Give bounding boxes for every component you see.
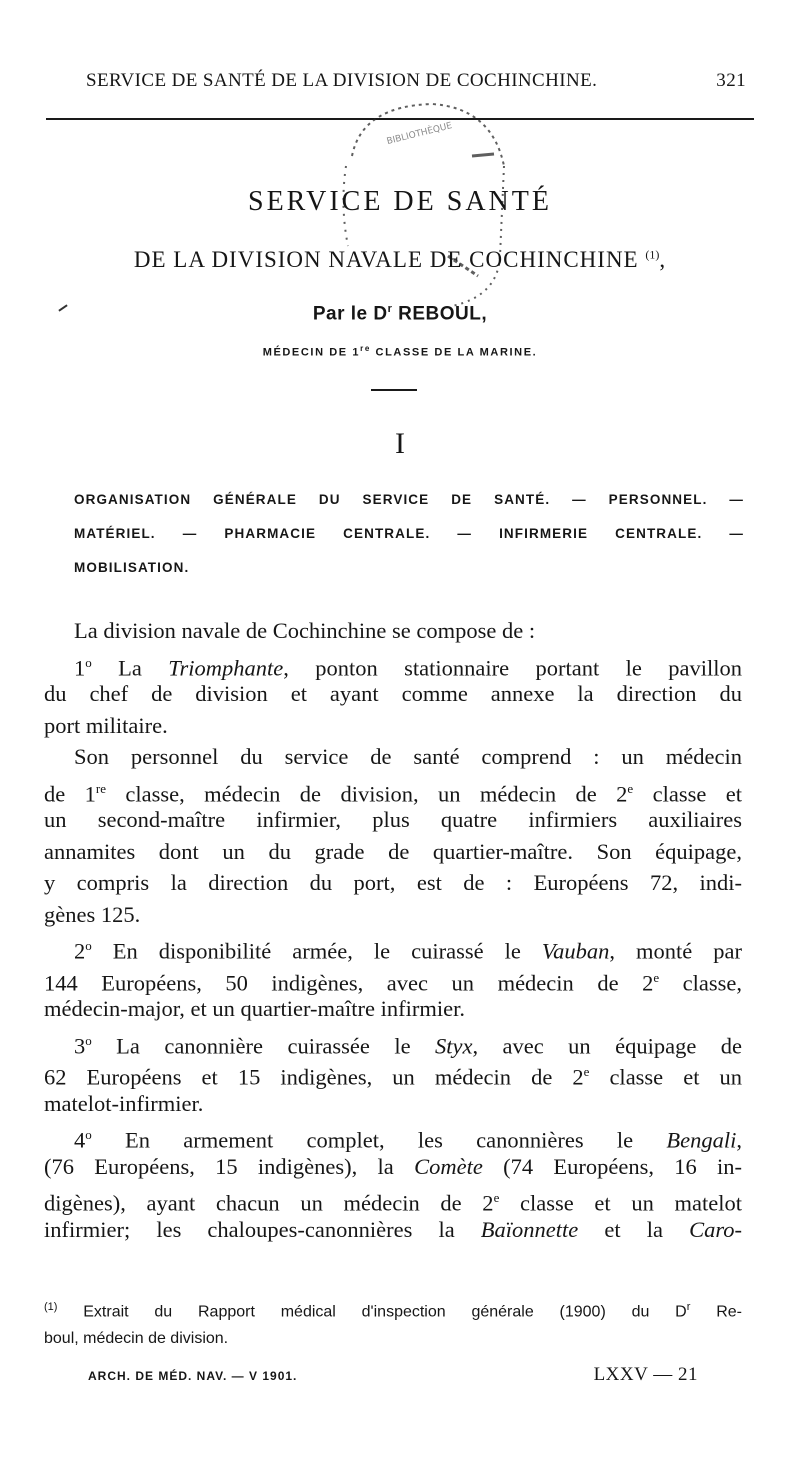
signature-mark: LXXV — 21 <box>593 1364 698 1385</box>
ship-name: Styx <box>435 1033 473 1058</box>
paragraph-line <box>44 930 742 962</box>
author-title-sup: re <box>360 344 371 353</box>
summary-line: MATÉRIEL. — PHARMACIE CENTRALE. — INFIRMERIE CENTRALE. — <box>74 526 744 541</box>
text-run: et la <box>578 1216 690 1242</box>
paragraph-line: du chef de division et ayant comme annexe la direction du <box>44 681 742 706</box>
page-footer <box>88 1364 698 1386</box>
summary-line: ORGANISATION GÉNÉRALE DU SERVICE DE SANTÉ. — PERSONNEL. — <box>74 492 744 507</box>
article-title-line-2: DE LA DIVISION NAVALE DE COCHINCHINE $^{(1)}$, <box>133 247 667 272</box>
page-number: 321 <box>716 70 746 91</box>
text-run: 144 Européens, 50 indigènes, avec un médecin de 2 <box>44 970 654 995</box>
author-title <box>0 344 800 359</box>
paragraph-line <box>44 1214 742 1246</box>
footnote-marker: (1) <box>44 1301 58 1313</box>
paragraph-line: port militaire. <box>44 712 168 738</box>
text-run: La canonnière cuirassée le <box>91 1033 435 1058</box>
paragraph-line: un second-maître infirmier, plus quatre infirmiers auxiliaires <box>44 807 742 832</box>
paragraph-line: annamites dont un du grade de quartier-maître. Son équipage, <box>44 838 742 864</box>
running-head-title: SERVICE DE SANTÉ DE LA DIVISION DE COCHINCHINE. <box>86 70 598 91</box>
text-run: classe, médecin de division, un médecin de 2 <box>106 781 628 806</box>
body-text <box>44 615 742 1245</box>
text-run: La <box>91 655 169 680</box>
paragraph-line <box>44 1056 742 1088</box>
superscript: e <box>653 969 660 985</box>
text-run: Re- <box>690 1303 743 1321</box>
author-prefix-sup: r <box>387 303 393 315</box>
text-run: , monté par <box>609 938 742 964</box>
paragraph-line <box>44 1119 742 1151</box>
journal-citation: ARCH. DE MÉD. NAV. — V 1901. <box>88 1369 298 1383</box>
item-number-sup: o <box>85 1127 92 1142</box>
stamp-text: BIBLIOTHÈQUE <box>385 121 454 148</box>
text-run: En disponibilité armée, le cuirassé le <box>91 938 542 964</box>
text-run: classe, <box>659 970 742 995</box>
title-footnote-ref[interactable]: (1) <box>645 247 660 262</box>
paragraph-line <box>44 1025 742 1057</box>
footnote-line <box>44 1294 742 1325</box>
paragraph-line <box>44 962 742 994</box>
ship-name: Caro- <box>689 1216 743 1242</box>
paragraph-line <box>44 647 742 679</box>
text-run: digènes), ayant chacun un médecin de 2 <box>44 1190 494 1216</box>
item-number-sup: o <box>85 938 92 953</box>
paragraph-line: y compris la direction du port, est de : Européens 72, indi- <box>44 870 742 895</box>
ship-name: Vauban <box>541 938 610 964</box>
superscript: e <box>583 1064 590 1079</box>
section-number: I <box>395 427 405 460</box>
article-title-line-1: SERVICE DE SANTÉ <box>248 186 552 217</box>
text-run: classe et un <box>589 1064 742 1090</box>
ship-name: Comète <box>414 1153 483 1179</box>
text-run: 62 Européens et 15 indigènes, un médecin de 2 <box>44 1064 584 1090</box>
superscript: re <box>95 780 107 796</box>
ship-name: Bengali <box>666 1127 737 1153</box>
ship-name: Baïonnette <box>480 1216 579 1242</box>
item-number: 1 <box>74 655 86 680</box>
text-run: , avec un équipage de <box>472 1033 742 1058</box>
superscript: r <box>686 1301 691 1313</box>
summary-line: MOBILISATION. <box>74 560 190 575</box>
paragraph-line: médecin-major, et un quartier-maître infirmier. <box>44 996 465 1021</box>
text-run: (76 Européens, 15 indigènes), la <box>44 1153 415 1179</box>
running-head <box>86 70 746 92</box>
paragraph-line: La division navale de Cochinchine se compose de : <box>74 618 536 643</box>
item-number-sup: o <box>85 1032 92 1048</box>
item-number-sup: o <box>85 654 92 670</box>
author-prefix: Par le D <box>312 303 388 325</box>
paragraph-line <box>44 1151 742 1183</box>
paragraph-line <box>44 1182 742 1214</box>
text-run: de 1 <box>44 781 96 806</box>
author-title-b: CLASSE DE LA MARINE. <box>370 346 538 359</box>
paragraph-line: gènes 125. <box>44 901 141 927</box>
ship-name: Triomphante <box>168 655 284 680</box>
text-run: infirmier; les chaloupes-canonnières la <box>44 1216 481 1242</box>
text-run: Extrait du Rapport médical d'inspection générale (1900) du D <box>57 1303 687 1321</box>
item-number: 2 <box>74 938 86 964</box>
author-name: REBOUL, <box>398 303 488 325</box>
superscript: e <box>493 1190 500 1205</box>
footnote-line: boul, médecin de division. <box>44 1330 229 1348</box>
text-run: , ponton stationnaire portant le pavillon <box>283 655 742 680</box>
superscript: e <box>627 780 634 796</box>
paragraph-line: Son personnel du service de santé comprend : un médecin <box>74 744 742 769</box>
text-run: , <box>736 1127 742 1153</box>
author-title-a: MÉDECIN DE 1 <box>262 346 361 359</box>
text-run: classe et <box>633 781 742 806</box>
item-number: 4 <box>74 1127 86 1153</box>
paragraph-line <box>44 773 742 805</box>
text-run: (74 Européens, 16 in- <box>482 1153 743 1179</box>
text-run: classe et un matelot <box>499 1190 742 1216</box>
section-summary <box>74 483 744 585</box>
article-title-line-2-text: DE LA DIVISION NAVALE DE COCHINCHINE <box>133 247 639 272</box>
item-number: 3 <box>74 1033 86 1058</box>
section-divider <box>371 389 417 391</box>
paragraph-line: matelot-infirmier. <box>44 1090 204 1116</box>
footnote <box>44 1294 742 1352</box>
author-line <box>0 303 800 325</box>
text-run: En armement complet, les canonnières le <box>91 1127 667 1153</box>
